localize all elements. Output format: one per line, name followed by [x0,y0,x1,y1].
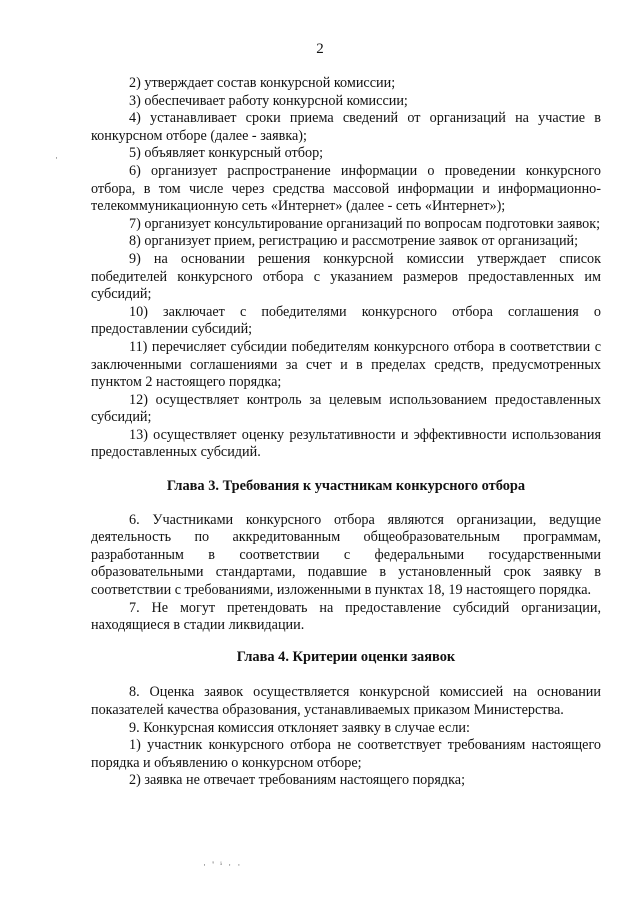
list-item-4: 4) устанавливает сроки приема сведений от организаций на участие в конкурсном отборе (далее - заявка); [91,110,601,144]
clause-9-item-2: 2) заявка не отвечает требованиям настоящего порядка; [129,772,466,789]
document-body [91,75,601,790]
clause-9: 9. Конкурсная комиссия отклоняет заявку в случае если: [129,719,470,736]
list-item-12: 12) осуществляет контроль за целевым использованием предоставленных субсидий; [91,391,601,426]
list-item-3: 3) обеспечивает работу конкурсной комиссии; [129,92,408,109]
scan-artifact: · ' ⁱ · · [203,860,243,870]
list-item-13: 13) осуществляет оценку результативности и эффективности использования предоставленных субсидий. [91,426,601,461]
chapter-4-heading: Глава 4. Критерии оценки заявок [236,648,456,665]
list-item-8: 8) организует прием, регистрацию и рассмотрение заявок от организаций; [129,233,579,250]
page-number: 2 [316,41,324,57]
list-item-9: 9) на основании решения конкурсной комиссии утверждает список победителей конкурсного отбора с указанием размеров предоставленных им субсидий; [91,250,601,303]
list-item-7: 7) организует консультирование организаций по вопросам подготовки заявок; [129,215,601,232]
chapter-3-heading: Глава 3. Требования к участникам конкурсного отбора [166,478,526,495]
list-item-11: 11) перечисляет субсидии победителям конкурсного отбора в соответствии с заключенными соглашениями за счет и в пределах средств, предусмотренных пунктом 2 настоящего порядка; [91,338,601,391]
clause-6: 6. Участниками конкурсного отбора являются организации, ведущие деятельность по аккредитованным общеобразовательным программам, разработанным в соответствии с федеральными государственными образовательными стандартами, подавшие в установленный срок заявку в соответствии с требованиями, изложенными в пунктах 18, 19 настоящего порядка. [91,511,601,599]
list-item-10: 10) заключает с победителями конкурсного отбора соглашения о предоставлении субсидий; [91,303,601,338]
list-item-6: 6) организует распространение информации о проведении конкурсного отбора, в том числе через средства массовой информации и информационно-телекоммуникационную сеть «Интернет» (далее - сеть «Интернет»); [91,162,601,215]
scan-speck: · [55,153,60,163]
clause-7: 7. Не могут претендовать на предоставление субсидий организации, находящиеся в стадии ликвидации. [91,599,601,634]
clause-9-item-1: 1) участник конкурсного отбора не соответствует требованиям настоящего порядка и объявлению о конкурсном отборе; [91,737,601,771]
list-item-2: 2) утверждает состав конкурсной комиссии; [129,75,396,91]
list-item-5: 5) объявляет конкурсный отбор; [129,145,324,162]
clause-8: 8. Оценка заявок осуществляется конкурсной комиссией на основании показателей качества образования, устанавливаемых приказом Министерства. [91,684,601,718]
